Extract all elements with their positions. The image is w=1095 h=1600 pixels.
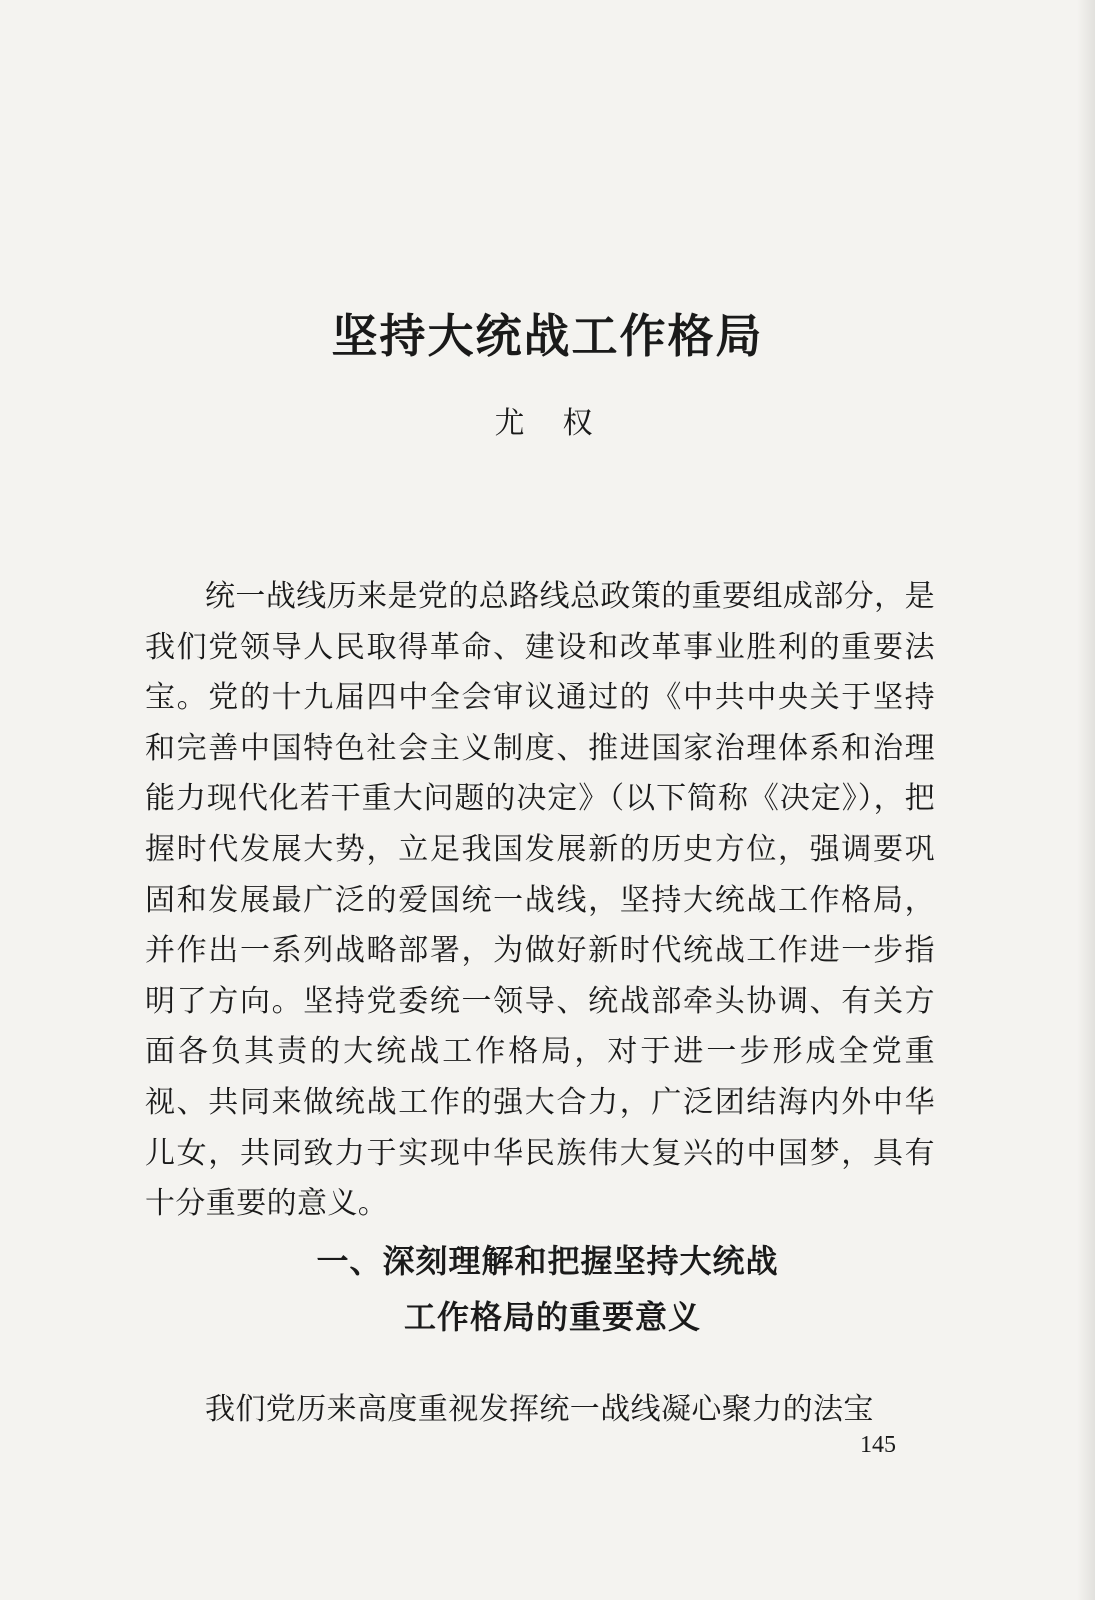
page-edge-shadow [1077,0,1095,1600]
section-paragraph: 我们党历来高度重视发挥统一战线凝心聚力的法宝 [205,1392,874,1427]
intro-paragraph: 统一战线历来是党的总路线总政策的重要组成部分，是我们党领导人民取得革命、建设和改革事业胜利的重要法宝。党的十九届四中全会审议通过的《中共中央关于坚持和完善中国特色社会主义制度、推进国家治理体系和治理能力现代化若干重大问题的决定》（以下简称《决定》），把握时代发展大势，立足我国发展新的历史方位，强调要巩固和发展最广泛的爱国统一战线，坚持大统战工作格局，并作出一系列战略部署，为做好新时代统战工作进一步指明了方向。坚持党委统一领导、统战部牵头协调、有关方面各负其责的大统战工作格局，对于进一步形成全党重视、共同来做统战工作的强大合力，广泛团结海内外中华儿女，共同致力于实现中华民族伟大复兴的中国梦，具有十分重要的意义。 [145,579,935,1222]
section-heading-line2: 工作格局的重要意义 [403,1298,701,1336]
section-heading [0,1233,1095,1345]
article-title: 坚持大统战工作格局 [331,309,764,363]
article-author: 尤权 [494,406,631,441]
page-number: 145 [860,1432,896,1458]
section-heading-line1: 一、深刻理解和把握坚持大统战 [316,1242,779,1280]
